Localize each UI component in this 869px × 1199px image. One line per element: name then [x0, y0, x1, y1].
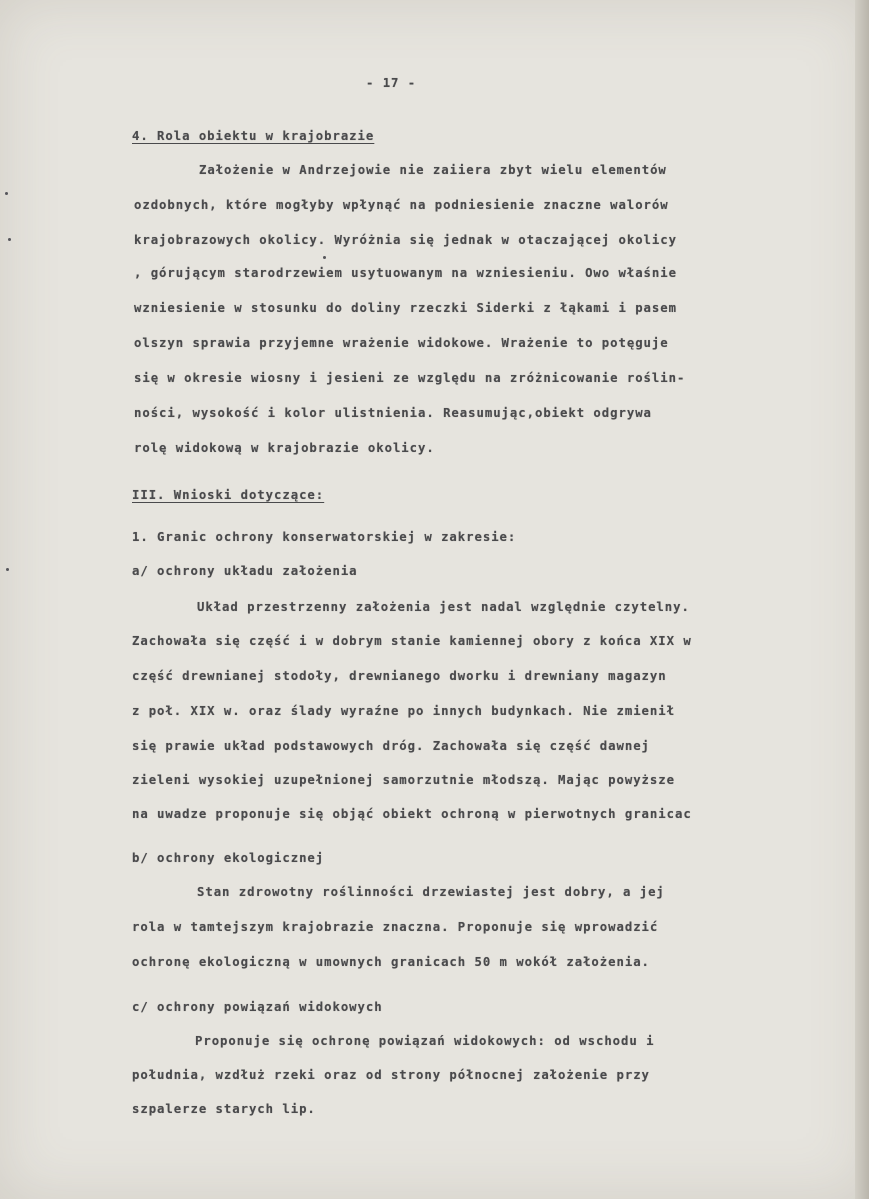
item-1: 1. Granic ochrony konserwatorskiej w zakresie: [132, 530, 517, 544]
section-4-heading: 4. Rola obiektu w krajobrazie [132, 129, 375, 143]
paragraph-line: na uwadze proponuje się objąć obiekt ochroną w pierwotnych granicac [132, 807, 692, 821]
subsection-c-title: c/ ochrony powiązań widokowych [132, 1000, 383, 1014]
margin-mark [5, 192, 8, 195]
paragraph-line: Układ przestrzenny założenia jest nadal względnie czytelny. [197, 600, 690, 614]
paragraph-line: , górującym starodrzewiem usytuowanym na wzniesieniu. Owo właśnie [134, 266, 677, 280]
paragraph-line: rolę widokową w krajobrazie okolicy. [134, 441, 435, 455]
paragraph-line: Proponuje się ochronę powiązań widokowych: od wschodu i [195, 1034, 655, 1048]
paragraph-line: olszyn sprawia przyjemne wrażenie widokowe. Wrażenie to potęguje [134, 336, 669, 350]
paragraph-line: ności, wysokość i kolor ulistnienia. Reasumując,obiekt odgrywa [134, 406, 652, 420]
paragraph-line: południa, wzdłuż rzeki oraz od strony północnej założenie przy [132, 1068, 650, 1082]
margin-mark [6, 568, 9, 571]
page-edge [855, 0, 869, 1199]
subsection-b-title: b/ ochrony ekologicznej [132, 851, 325, 865]
paragraph-line: Stan zdrowotny roślinności drzewiastej jest dobry, a jej [197, 885, 665, 899]
paragraph-line: zieleni wysokiej uzupełnionej samorzutnie młodszą. Mając powyższe [132, 773, 675, 787]
margin-mark [8, 238, 11, 241]
paragraph-line: Zachowała się część i w dobrym stanie kamiennej obory z końca XIX w [132, 634, 692, 648]
section-III-heading: III. Wnioski dotyczące: [132, 488, 325, 502]
paragraph-line: ochronę ekologiczną w umownych granicach 50 m wokół założenia. [132, 955, 650, 969]
paragraph-line: z poł. XIX w. oraz ślady wyraźne po innych budynkach. Nie zmienił [132, 704, 675, 718]
paragraph-line: część drewnianej stodoły, drewnianego dworku i drewniany magazyn [132, 669, 667, 683]
page-number: - 17 - [366, 76, 417, 90]
paragraph-line: się w okresie wiosny i jesieni ze względu na zróżnicowanie roślin- [134, 371, 686, 385]
paragraph-line: krajobrazowych okolicy. Wyróżnia się jednak w otaczającej okolicy [134, 233, 677, 247]
paragraph-line: Założenie w Andrzejowie nie zaiiera zbyt wielu elementów [199, 163, 667, 177]
subsection-a-title: a/ ochrony układu założenia [132, 564, 358, 578]
margin-mark [323, 256, 326, 259]
paragraph-line: wzniesienie w stosunku do doliny rzeczki Siderki z łąkami i pasem [134, 301, 677, 315]
paragraph-line: szpalerze starych lip. [132, 1102, 316, 1116]
paragraph-line: się prawie układ podstawowych dróg. Zachowała się część dawnej [132, 739, 650, 753]
paragraph-line: rola w tamtejszym krajobrazie znaczna. Proponuje się wprowadzić [132, 920, 659, 934]
paragraph-line: ozdobnych, które mogłyby wpłynąć na podniesienie znaczne walorów [134, 198, 669, 212]
